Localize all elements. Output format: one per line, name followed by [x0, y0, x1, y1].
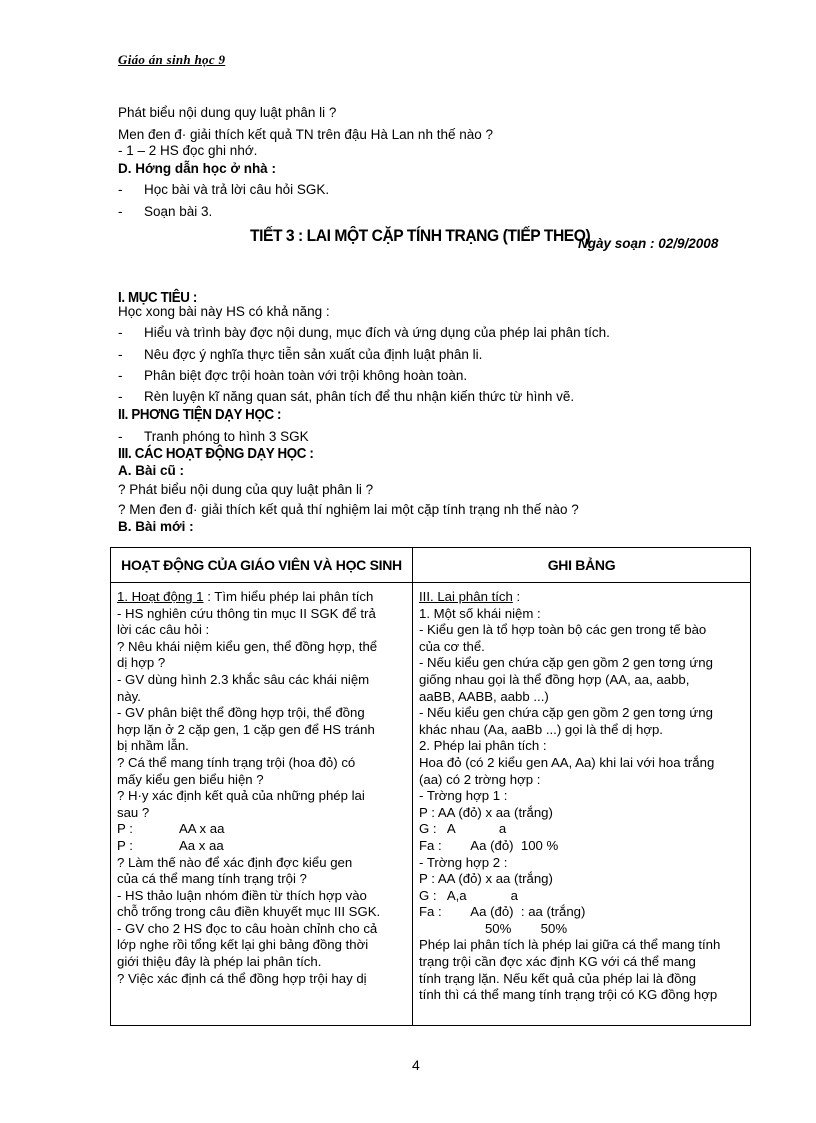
board-line: G : A,a a — [419, 887, 518, 903]
activity-line: lời các câu hỏi : — [117, 622, 210, 638]
page-number: 4 — [412, 1057, 420, 1073]
activities-heading: III. CÁC HOẠT ĐỘNG DẠY HỌC : — [118, 446, 314, 462]
old-lesson-heading: A. Bài cũ : — [118, 463, 185, 478]
cross-row: P : Aa x aa — [117, 837, 224, 853]
board-line: - Trờng hợp 1 : — [419, 788, 508, 804]
activity-line: - HS thảo luận nhóm điền từ thích hợp vào — [117, 887, 367, 903]
board-line: - Kiểu gen là tổ hợp toàn bộ các gen trong tế bào — [419, 622, 707, 638]
activity-line: ? H·y xác định kết quả của những phép lai — [117, 788, 365, 804]
activity-line: giới thiệu đây là phép lai phân tích. — [117, 954, 322, 970]
objective-item: - Phân biệt đợc trội hoàn toàn với trội không hoàn toàn. — [118, 368, 468, 383]
old-question: ? Phát biểu nội dung của quy luật phân li ? — [118, 482, 374, 497]
lesson-date: Ngày soạn : 02/9/2008 — [578, 236, 719, 251]
board-line: giống nhau gọi là thể đồng hợp (AA, aa, aabb, — [419, 671, 690, 687]
board-line: Fa : Aa (đỏ) 100 % — [419, 837, 559, 853]
board-line: tính trạng lặn. Nếu kết quả của phép lai là đồng — [419, 970, 697, 986]
board-line: Fa : Aa (đỏ) : aa (trắng) — [419, 904, 586, 920]
board-line: (aa) có 2 trờng hợp : — [419, 771, 541, 787]
activity-title: 1. Hoạt động 1 : Tìm hiểu phép lai phân tích — [117, 589, 374, 604]
activity-line: bị nhầm lẫn. — [117, 738, 189, 754]
activity-line: sau ? — [117, 804, 150, 820]
activity-line: chỗ trống trong câu điền khuyết mục III SGK. — [117, 904, 381, 920]
activity-line: hợp lặn ở 2 cặp gen, 1 cặp gen để HS tránh — [117, 721, 375, 737]
activity-line: - GV phân biệt thể đồng hợp trội, thể đồng — [117, 705, 365, 721]
board-line: P : AA (đỏ) x aa (trắng) — [419, 804, 553, 820]
media-item: - Tranh phóng to hình 3 SGK — [118, 429, 309, 444]
objective-item: - Nêu đợc ý nghĩa thực tiễn sản xuất của định luật phân li. — [118, 347, 483, 362]
board-cell — [413, 583, 751, 1026]
activity-line: - GV dùng hình 2.3 khắc sâu các khái niệm — [117, 671, 370, 687]
table-header-board: GHI BẢNG — [413, 548, 751, 583]
objective-item: - Rèn luyện kĩ năng quan sát, phân tích để thu nhận kiến thức từ hình vẽ. — [118, 389, 575, 404]
lesson-title: TIẾT 3 : LAI MỘT CẶP TÍNH TRẠNG (TIẾP THEO) — [250, 226, 591, 245]
board-section-title: III. Lai phân tích : — [419, 589, 521, 604]
objectives-intro: Học xong bài này HS có khả năng : — [118, 304, 330, 319]
board-line: 50% 50% — [419, 920, 568, 936]
activity-line: dị hợp ? — [117, 655, 166, 671]
homework-item: - Học bài và trả lời câu hỏi SGK. — [118, 182, 330, 197]
board-line: 1. Một số khái niệm : — [419, 605, 541, 621]
homework-item: - Soạn bài 3. — [118, 204, 213, 219]
board-line: - Trờng hợp 2 : — [419, 854, 508, 870]
board-line: - Nếu kiểu gen chứa cặp gen gồm 2 gen tơng ứng — [419, 705, 713, 721]
table-header-activity: HOẠT ĐỘNG CỦA GIÁO VIÊN VÀ HỌC SINH — [111, 548, 413, 583]
board-line: P : AA (đỏ) x aa (trắng) — [419, 871, 553, 887]
objective-item: - Hiểu và trình bày đợc nội dung, mục đích và ứng dụng của phép lai phân tích. — [118, 325, 610, 340]
board-line: - Nếu kiểu gen chứa cặp gen gồm 2 gen tơng ứng — [419, 655, 713, 671]
cross-row: P : AA x aa — [117, 821, 225, 837]
activity-line: ? Làm thế nào để xác định đợc kiểu gen — [117, 854, 353, 870]
old-question: ? Men đen đ· giải thích kết quả thí nghiệm lai một cặp tính trạng nh thế nào ? — [118, 502, 579, 517]
activity-line: mấy kiểu gen biểu hiện ? — [117, 771, 264, 787]
intro-line: Phát biểu nội dung quy luật phân li ? — [118, 105, 337, 120]
activity-cell — [111, 583, 413, 1026]
activity-line: ? Nêu khái niệm kiểu gen, thể đồng hợp, thể — [117, 638, 378, 654]
board-line: 2. Phép lai phân tích : — [419, 738, 547, 754]
header-title: Giáo án sinh học 9 — [118, 52, 226, 67]
activity-line: - HS nghiên cứu thông tin mục II SGK để trả — [117, 605, 376, 621]
activity-line: ? Việc xác định cá thể đồng hợp trội hay dị — [117, 970, 367, 986]
activity-line: lớp nghe rồi tổng kết lại ghi bảng đồng thời — [117, 937, 369, 953]
objectives-heading: I. MỤC TIÊU : — [118, 290, 197, 306]
intro-line: Men đen đ· giải thích kết quả TN trên đậu Hà Lan nh thế nào ? — [118, 127, 494, 142]
board-line: trạng trội cần đợc xác định KG với cá thể mang — [419, 954, 696, 970]
activity-line: ? Cá thể mang tính trạng trội (hoa đỏ) có — [117, 754, 356, 770]
board-line: của cơ thể. — [419, 638, 485, 654]
activity-line: này. — [117, 688, 141, 704]
board-line: aaBB, AABB, aabb ...) — [419, 688, 549, 704]
new-lesson-heading: B. Bài mới : — [118, 519, 194, 534]
board-line: khác nhau (Aa, aaBb ...) gọi là thể dị hợp. — [419, 721, 663, 737]
media-heading: II. PHƠNG TIỆN DẠY HỌC : — [118, 407, 282, 423]
board-line: G : A a — [419, 821, 507, 837]
board-line: Hoa đỏ (có 2 kiểu gen AA, Aa) khi lai với hoa trắng — [419, 754, 715, 770]
board-line: Phép lai phân tích là phép lai giữa cá thể mang tính — [419, 937, 721, 953]
homework-heading: D. Hớng dẫn học ở nhà : — [118, 161, 276, 176]
activity-line: của cá thể mang tính trạng trội ? — [117, 871, 307, 887]
lesson-table — [110, 547, 751, 1026]
board-line: tính thì cá thể mang tính trạng trội có KG đồng hợp — [419, 987, 718, 1003]
activity-line: - GV cho 2 HS đọc to câu hoàn chỉnh cho cả — [117, 920, 378, 936]
intro-line: - 1 – 2 HS đọc ghi nhớ. — [118, 143, 258, 158]
